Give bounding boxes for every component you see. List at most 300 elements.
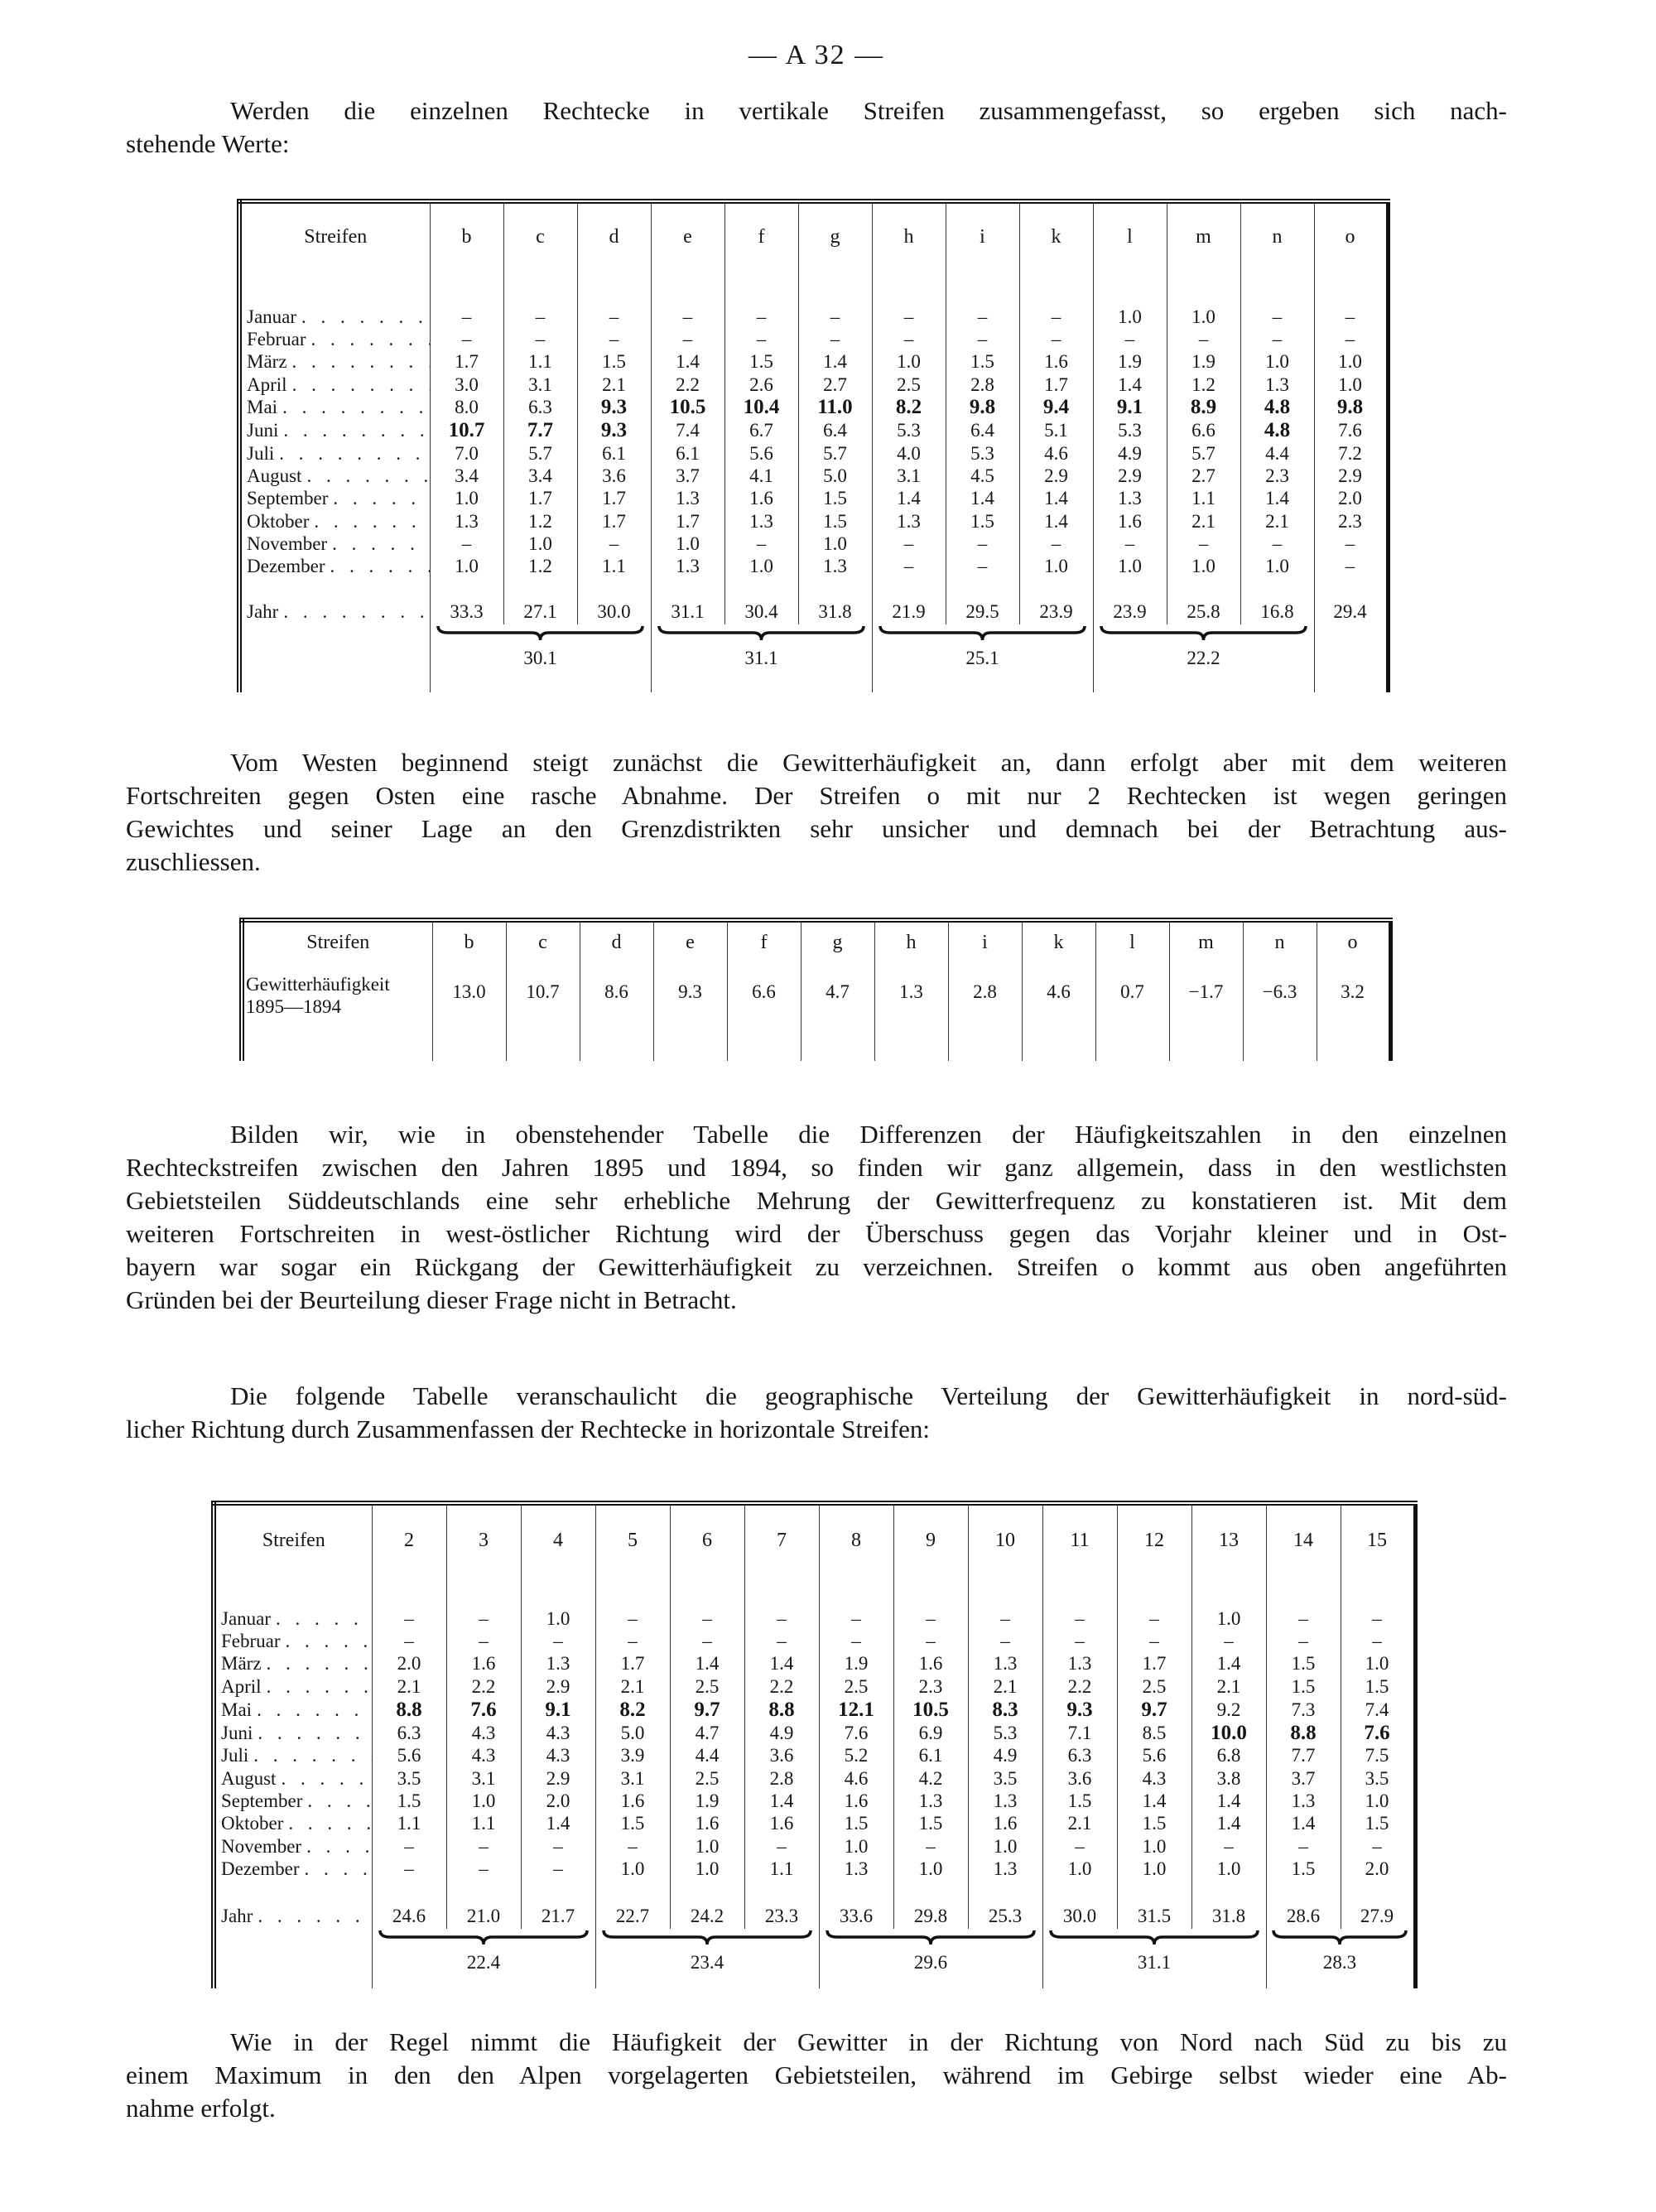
total-cell: 21.7 bbox=[521, 1904, 595, 1929]
paragraph-line: Bilden wir, wie in obenstehender Tabelle die Differenzen der Häufigkeitszahlen in den einzelnen bbox=[230, 1120, 1507, 1149]
total-cell: 24.2 bbox=[670, 1904, 744, 1929]
table-cell: 7.2 bbox=[1314, 442, 1388, 465]
table-cell: 1.0 bbox=[1117, 1835, 1191, 1858]
group-row bbox=[239, 624, 1388, 692]
table-cell: – bbox=[446, 1835, 521, 1858]
group-cell bbox=[819, 1929, 1042, 1988]
table-cell: 1.0 bbox=[798, 533, 872, 555]
row-label bbox=[214, 1904, 372, 1929]
data-table bbox=[211, 1501, 1418, 1988]
table-cell: 1.5 bbox=[946, 351, 1019, 373]
table-cell: 1.3 bbox=[893, 1790, 968, 1812]
row-label-text: Juli bbox=[247, 442, 275, 464]
total-cell: 31.1 bbox=[651, 600, 724, 624]
table-cell: 7.4 bbox=[1341, 1699, 1415, 1722]
table-row bbox=[239, 373, 1388, 396]
table-cell: 3.6 bbox=[577, 465, 651, 487]
table-cell: 1.5 bbox=[1117, 1813, 1191, 1835]
group-cell bbox=[1042, 1929, 1266, 1988]
table-cell: 2.7 bbox=[1167, 465, 1240, 487]
table-cell: 5.6 bbox=[724, 442, 798, 465]
table-cell: 6.4 bbox=[946, 419, 1019, 442]
table-cell: 6.1 bbox=[893, 1745, 968, 1767]
table-cell: 6.8 bbox=[1191, 1745, 1266, 1767]
table-cell: 2.5 bbox=[670, 1767, 744, 1790]
table-cell: 1.5 bbox=[1266, 1858, 1341, 1881]
table-cell: – bbox=[595, 1630, 670, 1652]
table-cell: 1.9 bbox=[819, 1653, 893, 1675]
column-header: b bbox=[430, 201, 503, 271]
row-label bbox=[239, 328, 430, 350]
curly-brace-icon bbox=[1100, 624, 1307, 643]
table-row bbox=[214, 1630, 1415, 1652]
row-label bbox=[214, 1722, 372, 1745]
table-cell: 8.8 bbox=[744, 1699, 819, 1722]
table-cell: – bbox=[946, 533, 1019, 555]
table-cell: 2.3 bbox=[1314, 510, 1388, 533]
header-row bbox=[242, 920, 1390, 963]
table-cell: 1.0 bbox=[1341, 1790, 1415, 1812]
row-label bbox=[214, 1858, 372, 1881]
row-label bbox=[214, 1745, 372, 1767]
table-cell: – bbox=[744, 1835, 819, 1858]
table-cell: 9.8 bbox=[946, 396, 1019, 419]
table-cell: 12.1 bbox=[819, 1699, 893, 1722]
row-label bbox=[239, 600, 430, 624]
column-header: 4 bbox=[521, 1503, 595, 1576]
row-label bbox=[214, 1813, 372, 1835]
dot-leader bbox=[283, 1813, 371, 1834]
table-row bbox=[239, 351, 1388, 373]
table-cell: 7.4 bbox=[651, 419, 724, 442]
table-cell: 9.3 bbox=[1042, 1699, 1117, 1722]
column-header: e bbox=[651, 201, 724, 271]
table-row bbox=[214, 1813, 1415, 1835]
total-cell: 30.0 bbox=[1042, 1904, 1117, 1929]
table-cell: 1.6 bbox=[595, 1790, 670, 1812]
table-cell: 8.8 bbox=[372, 1699, 446, 1722]
dot-leader bbox=[276, 1768, 371, 1790]
table-row bbox=[214, 1607, 1415, 1630]
table-cell: 4.0 bbox=[872, 442, 946, 465]
table-cell: 1.5 bbox=[577, 351, 651, 373]
row-label bbox=[214, 1607, 372, 1630]
table-cell: 3.4 bbox=[430, 465, 503, 487]
column-header: o bbox=[1314, 201, 1388, 271]
spacer-row bbox=[214, 1881, 1415, 1904]
table-cell: 1.7 bbox=[577, 510, 651, 533]
table-cell: – bbox=[1266, 1630, 1341, 1652]
column-header: 2 bbox=[372, 1503, 446, 1576]
table-cell: 2.1 bbox=[1191, 1675, 1266, 1698]
table-cell: 1.4 bbox=[521, 1813, 595, 1835]
spacer-row bbox=[214, 1576, 1415, 1607]
table-cell: 1.3 bbox=[874, 963, 948, 1061]
table-difference-1895-1894 bbox=[239, 918, 1393, 1061]
table-cell: – bbox=[893, 1835, 968, 1858]
group-value: 22.2 bbox=[1187, 647, 1220, 668]
row-label bbox=[214, 1699, 372, 1722]
table-cell: 5.3 bbox=[1093, 419, 1167, 442]
column-header: l bbox=[1095, 920, 1169, 963]
table-cell: 3.1 bbox=[503, 373, 577, 396]
table-cell: 9.3 bbox=[577, 396, 651, 419]
table-cell: 4.3 bbox=[521, 1722, 595, 1745]
row-label-years: 1895—1894 bbox=[246, 996, 341, 1017]
column-header: d bbox=[580, 920, 653, 963]
table-cell: – bbox=[724, 306, 798, 328]
table-cell: – bbox=[1093, 533, 1167, 555]
spacer-row bbox=[239, 578, 1388, 600]
row-label bbox=[242, 963, 432, 1061]
table-row bbox=[239, 488, 1388, 510]
table-cell: – bbox=[1266, 1607, 1341, 1630]
curly-brace-icon bbox=[826, 1929, 1036, 1947]
row-label-text: Mai bbox=[247, 397, 278, 418]
total-cell: 33.3 bbox=[430, 600, 503, 624]
table-cell: 1.0 bbox=[430, 488, 503, 510]
table-cell: – bbox=[372, 1835, 446, 1858]
table-cell: 2.8 bbox=[744, 1767, 819, 1790]
paragraph-line: Fortschreiten gegen Osten eine rasche Abnahme. Der Streifen o mit nur 2 Rechtecken ist wegen geringen bbox=[126, 781, 1507, 810]
table-cell: – bbox=[1341, 1835, 1415, 1858]
table-cell: 7.0 bbox=[430, 442, 503, 465]
table-cell: – bbox=[819, 1607, 893, 1630]
row-label bbox=[239, 306, 430, 328]
table-cell: 8.3 bbox=[968, 1699, 1042, 1722]
row-label-text: Jahr bbox=[221, 1905, 253, 1926]
dot-leader bbox=[253, 1723, 371, 1744]
table-cell: – bbox=[521, 1835, 595, 1858]
curly-brace-icon bbox=[657, 624, 865, 643]
table-cell: – bbox=[798, 306, 872, 328]
group-value: 28.3 bbox=[1322, 1951, 1357, 1973]
table-cell: – bbox=[1117, 1630, 1191, 1652]
paragraph-differences bbox=[126, 1118, 1507, 1317]
group-value: 31.1 bbox=[744, 647, 778, 668]
column-header: 11 bbox=[1042, 1503, 1117, 1576]
table-cell: 1.4 bbox=[1191, 1790, 1266, 1812]
column-header: d bbox=[577, 201, 651, 271]
table-cell: – bbox=[1314, 306, 1388, 328]
group-value: 30.1 bbox=[523, 647, 557, 668]
dot-leader bbox=[287, 351, 430, 373]
table-cell: 2.0 bbox=[1341, 1858, 1415, 1881]
table-cell: 1.4 bbox=[670, 1653, 744, 1675]
table-cell: 2.1 bbox=[372, 1675, 446, 1698]
table-cell: 1.5 bbox=[1341, 1675, 1415, 1698]
table-cell: 1.3 bbox=[430, 510, 503, 533]
row-label-text: Oktober bbox=[221, 1813, 284, 1834]
table-cell: 1.5 bbox=[1042, 1790, 1117, 1812]
table-cell: 1.0 bbox=[1167, 556, 1240, 578]
data-table bbox=[239, 918, 1393, 1061]
row-label bbox=[214, 1835, 372, 1858]
table-cell: 4.7 bbox=[801, 963, 874, 1061]
table-row bbox=[214, 1675, 1415, 1698]
table-row bbox=[214, 1653, 1415, 1675]
table-cell: 1.9 bbox=[1093, 351, 1167, 373]
table-cell: 1.3 bbox=[1240, 373, 1314, 396]
table-cell: 1.5 bbox=[595, 1813, 670, 1835]
row-label-text: Dezember bbox=[247, 556, 325, 577]
table-cell: 1.4 bbox=[946, 488, 1019, 510]
table-cell: 5.3 bbox=[946, 442, 1019, 465]
total-cell: 23.9 bbox=[1019, 600, 1093, 624]
column-header: g bbox=[801, 920, 874, 963]
table-cell: – bbox=[946, 328, 1019, 350]
total-cell: 25.8 bbox=[1167, 600, 1240, 624]
row-label-text: November bbox=[247, 533, 328, 555]
column-header: 10 bbox=[968, 1503, 1042, 1576]
table-cell: – bbox=[430, 306, 503, 328]
table-cell: – bbox=[1019, 328, 1093, 350]
paragraph-line: Werden die einzelnen Rechtecke in vertikale Streifen zusammengefasst, so ergeben sich nach- bbox=[230, 96, 1507, 125]
table-cell: 2.9 bbox=[1093, 465, 1167, 487]
table-cell: 10.5 bbox=[893, 1699, 968, 1722]
row-label bbox=[239, 510, 430, 533]
table-cell: 1.0 bbox=[651, 533, 724, 555]
table-cell: – bbox=[1093, 328, 1167, 350]
table-cell: 5.0 bbox=[595, 1722, 670, 1745]
table-cell: – bbox=[446, 1630, 521, 1652]
column-header: 9 bbox=[893, 1503, 968, 1576]
table-cell: 6.3 bbox=[1042, 1745, 1117, 1767]
table-cell: 6.4 bbox=[798, 419, 872, 442]
table-cell: 1.0 bbox=[724, 556, 798, 578]
table-cell: 1.5 bbox=[893, 1813, 968, 1835]
table-cell: 2.9 bbox=[521, 1767, 595, 1790]
paragraph-line: Wie in der Regel nimmt die Häufigkeit der Gewitter in der Richtung von Nord nach Süd zu bis zu bbox=[230, 2027, 1507, 2056]
table-cell: 1.0 bbox=[503, 533, 577, 555]
table-row bbox=[214, 1722, 1415, 1745]
table-cell: – bbox=[1240, 306, 1314, 328]
table-cell: 1.5 bbox=[372, 1790, 446, 1812]
table-cell: 2.5 bbox=[1117, 1675, 1191, 1698]
table-vertical-strips bbox=[237, 199, 1390, 692]
row-label bbox=[239, 419, 430, 442]
row-label bbox=[239, 351, 430, 373]
table-cell: 4.1 bbox=[724, 465, 798, 487]
table-cell: – bbox=[1117, 1607, 1191, 1630]
dot-leader bbox=[278, 601, 429, 623]
total-cell: 31.5 bbox=[1117, 1904, 1191, 1929]
total-cell: 30.4 bbox=[724, 600, 798, 624]
table-cell: – bbox=[446, 1858, 521, 1881]
column-header: 5 bbox=[595, 1503, 670, 1576]
table-cell: 6.3 bbox=[503, 396, 577, 419]
table-cell: 1.7 bbox=[595, 1653, 670, 1675]
table-cell: 5.7 bbox=[798, 442, 872, 465]
total-cell: 23.3 bbox=[744, 1904, 819, 1929]
table-cell: 1.0 bbox=[1117, 1858, 1191, 1881]
row-label-text: Mai bbox=[221, 1699, 253, 1720]
table-cell: 4.3 bbox=[446, 1745, 521, 1767]
table-cell: – bbox=[372, 1858, 446, 1881]
table-row bbox=[242, 963, 1390, 1061]
table-cell: 1.0 bbox=[1191, 1607, 1266, 1630]
table-cell: 2.2 bbox=[1042, 1675, 1117, 1698]
column-header: 14 bbox=[1266, 1503, 1341, 1576]
row-label-text: Dezember bbox=[221, 1858, 300, 1880]
table-cell: 1.0 bbox=[670, 1858, 744, 1881]
table-cell: – bbox=[577, 533, 651, 555]
column-header: 12 bbox=[1117, 1503, 1191, 1576]
table-row bbox=[214, 1767, 1415, 1790]
table-cell: 1.4 bbox=[1019, 510, 1093, 533]
table-cell: – bbox=[446, 1607, 521, 1630]
table-cell: 2.3 bbox=[1240, 465, 1314, 487]
table-cell: – bbox=[670, 1630, 744, 1652]
table-cell: – bbox=[872, 306, 946, 328]
total-cell: 31.8 bbox=[798, 600, 872, 624]
row-label bbox=[214, 1653, 372, 1675]
table-cell: 1.1 bbox=[577, 556, 651, 578]
table-cell: 8.9 bbox=[1167, 396, 1240, 419]
table-cell: 1.9 bbox=[1167, 351, 1240, 373]
page-number-header: — A 32 — bbox=[748, 40, 885, 70]
table-cell: 9.4 bbox=[1019, 396, 1093, 419]
total-cell: 16.8 bbox=[1240, 600, 1314, 624]
table-cell: 8.2 bbox=[595, 1699, 670, 1722]
curly-brace-icon bbox=[436, 624, 644, 643]
table-cell: – bbox=[503, 306, 577, 328]
table-cell: 1.7 bbox=[503, 488, 577, 510]
table-cell: 1.3 bbox=[651, 488, 724, 510]
table-cell: 2.0 bbox=[521, 1790, 595, 1812]
dot-leader bbox=[301, 465, 429, 487]
table-cell: 3.5 bbox=[968, 1767, 1042, 1790]
table-cell: 5.2 bbox=[819, 1745, 893, 1767]
table-cell: 3.8 bbox=[1191, 1767, 1266, 1790]
table-cell: 4.5 bbox=[946, 465, 1019, 487]
table-cell: – bbox=[724, 533, 798, 555]
table-cell: 3.7 bbox=[651, 465, 724, 487]
table-cell: – bbox=[521, 1630, 595, 1652]
table-cell: 1.0 bbox=[1093, 306, 1167, 328]
table-cell: 1.3 bbox=[819, 1858, 893, 1881]
table-cell: 1.3 bbox=[1042, 1653, 1117, 1675]
table-cell: 1.2 bbox=[1167, 373, 1240, 396]
row-label bbox=[239, 373, 430, 396]
table-cell: 8.8 bbox=[1266, 1722, 1341, 1745]
table-cell: 1.5 bbox=[1341, 1813, 1415, 1835]
table-row bbox=[214, 1699, 1415, 1722]
table-cell: 1.5 bbox=[1266, 1675, 1341, 1698]
table-cell: 10.5 bbox=[651, 396, 724, 419]
table-cell: 6.6 bbox=[1167, 419, 1240, 442]
table-cell: 3.9 bbox=[595, 1745, 670, 1767]
table-cell: 1.0 bbox=[819, 1835, 893, 1858]
column-header: c bbox=[503, 201, 577, 271]
table-cell: 1.1 bbox=[1167, 488, 1240, 510]
total-cell: 21.9 bbox=[872, 600, 946, 624]
curly-brace-icon bbox=[1272, 1929, 1408, 1947]
table-cell: 5.1 bbox=[1019, 419, 1093, 442]
table-cell: 4.4 bbox=[1240, 442, 1314, 465]
table-cell: 2.5 bbox=[872, 373, 946, 396]
table-cell: 1.0 bbox=[1314, 351, 1388, 373]
table-cell: 4.6 bbox=[1019, 442, 1093, 465]
table-cell: – bbox=[744, 1630, 819, 1652]
table-cell: 1.7 bbox=[1117, 1653, 1191, 1675]
table-cell: 3.1 bbox=[872, 465, 946, 487]
paragraph-west-east bbox=[126, 746, 1507, 879]
row-label-text: April bbox=[221, 1675, 262, 1697]
table-cell: 1.0 bbox=[1240, 351, 1314, 373]
table-cell: 1.1 bbox=[372, 1813, 446, 1835]
table-cell: 4.9 bbox=[968, 1745, 1042, 1767]
column-header: m bbox=[1169, 920, 1243, 963]
table-cell: 1.4 bbox=[1019, 488, 1093, 510]
table-cell: – bbox=[893, 1607, 968, 1630]
dot-leader bbox=[287, 374, 430, 396]
table-cell: 10.7 bbox=[506, 963, 580, 1061]
table-cell: 1.4 bbox=[1191, 1813, 1266, 1835]
column-header: f bbox=[724, 201, 798, 271]
row-label-text: September bbox=[247, 488, 329, 509]
row-label bbox=[239, 396, 430, 419]
table-cell: 1.4 bbox=[872, 488, 946, 510]
total-cell: 29.4 bbox=[1314, 600, 1388, 624]
table-cell: 2.1 bbox=[1167, 510, 1240, 533]
table-cell: 1.4 bbox=[1117, 1790, 1191, 1812]
table-cell: 1.4 bbox=[651, 351, 724, 373]
table-cell: 1.0 bbox=[521, 1607, 595, 1630]
table-cell: 2.1 bbox=[595, 1675, 670, 1698]
table-cell: 7.6 bbox=[1341, 1722, 1415, 1745]
table-cell: – bbox=[651, 328, 724, 350]
column-header: g bbox=[798, 201, 872, 271]
table-cell: – bbox=[893, 1630, 968, 1652]
row-label bbox=[214, 1790, 372, 1812]
paragraph-line: Gewichtes und seiner Lage an den Grenzdistrikten sehr unsicher und demnach bei der Betrachtung aus- bbox=[126, 814, 1507, 843]
table-cell: 1.6 bbox=[744, 1813, 819, 1835]
table-cell: 1.4 bbox=[744, 1653, 819, 1675]
table-cell: 1.6 bbox=[968, 1813, 1042, 1835]
paragraph-line: bayern war sogar ein Rückgang der Gewitterhäufigkeit zu verzeichnen. Streifen o kommt aus oben angeführten bbox=[126, 1252, 1507, 1281]
table-cell: 2.0 bbox=[372, 1653, 446, 1675]
group-cell bbox=[651, 624, 872, 692]
table-row bbox=[239, 556, 1388, 578]
table-cell: 3.5 bbox=[1341, 1767, 1415, 1790]
table-cell: 1.3 bbox=[651, 556, 724, 578]
table-cell: – bbox=[1240, 328, 1314, 350]
paragraph-line: Rechteckstreifen zwischen den Jahren 1895 und 1894, so finden wir ganz allgemein, dass in den westlichsten bbox=[126, 1153, 1507, 1182]
table-cell: 9.1 bbox=[521, 1699, 595, 1722]
table-row bbox=[239, 396, 1388, 419]
table-row bbox=[239, 328, 1388, 350]
table-cell: 1.7 bbox=[430, 351, 503, 373]
paragraph-line: Gründen bei der Beurteilung dieser Frage nicht in Betracht. bbox=[126, 1285, 737, 1314]
table-cell: 1.4 bbox=[1240, 488, 1314, 510]
column-header: 6 bbox=[670, 1503, 744, 1576]
table-cell: 5.7 bbox=[503, 442, 577, 465]
table-cell: 1.1 bbox=[446, 1813, 521, 1835]
table-cell: 8.0 bbox=[430, 396, 503, 419]
column-header: e bbox=[653, 920, 727, 963]
table-row bbox=[239, 306, 1388, 328]
spacer-row bbox=[239, 271, 1388, 306]
table-cell: 7.6 bbox=[446, 1699, 521, 1722]
table-cell: 1.3 bbox=[1266, 1790, 1341, 1812]
table-cell: 1.3 bbox=[968, 1790, 1042, 1812]
table-cell: 1.7 bbox=[651, 510, 724, 533]
dot-leader bbox=[252, 1699, 371, 1721]
table-cell: – bbox=[968, 1630, 1042, 1652]
table-cell: 6.1 bbox=[577, 442, 651, 465]
group-cell bbox=[1093, 624, 1314, 692]
